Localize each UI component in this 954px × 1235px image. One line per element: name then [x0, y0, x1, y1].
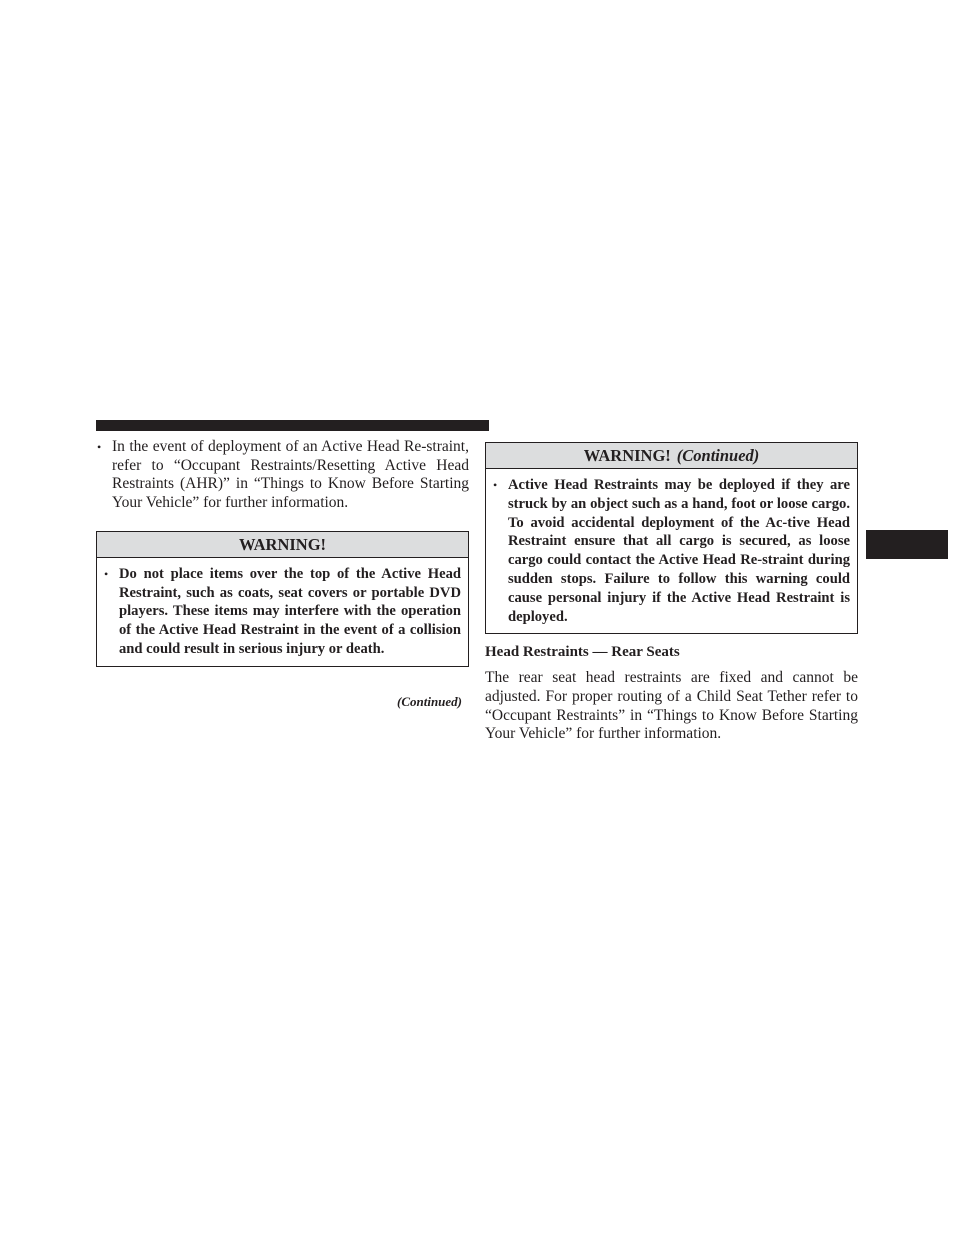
warning-heading-text: WARNING!	[583, 446, 671, 465]
right-column	[485, 442, 858, 744]
left-column	[96, 438, 469, 709]
warning-heading-suffix: (Continued)	[676, 446, 760, 465]
warning-box-continued	[485, 442, 858, 634]
bullet-icon: •	[104, 566, 109, 581]
section-heading: Head Restraints — Rear Seats	[485, 644, 680, 661]
section-paragraph: The rear seat head restraints are fixed and cannot be adjusted. For proper routing of a Child Seat Tether refer to “Occupant Restraints” in “Things to Know Before Starting Your Vehicle” for further information.	[485, 669, 858, 743]
warning-body	[486, 469, 857, 633]
warning-bullet	[492, 476, 850, 626]
warning-bullet	[103, 565, 461, 659]
warning-text: Do not place items over the top of the Active Head Restraint, such as coats, seat covers or portable DVD players. These items may interfere with the operation of the Active Head Restraint in the event of a collision and could result in serious injury or death.	[119, 565, 461, 657]
warning-box	[96, 531, 469, 667]
bullet-icon: •	[97, 440, 102, 454]
warning-body	[97, 558, 468, 666]
bullet-icon: •	[493, 478, 498, 492]
continued-label: (Continued)	[396, 694, 462, 709]
warning-heading	[97, 532, 468, 558]
warning-heading-text: WARNING!	[238, 534, 327, 554]
warning-text: Active Head Restraints may be deployed if they are struck by an object such as a hand, foot or loose cargo. To avoid accidental deployment of the Ac-tive Head Restraint ensure that all cargo is secured, as loose cargo could contact the Active Head Re-straint during sudden stops. Failure to follow this warning could cause personal injury if the Active Head Restraint is deployed.	[508, 477, 850, 625]
bullet-item	[96, 438, 469, 513]
chapter-tab	[866, 530, 948, 559]
warning-heading	[486, 443, 857, 469]
bullet-text: In the event of deployment of an Active Head Re-straint, refer to “Occupant Restraints/Resetting Active Head Restraints (AHR)” in “Things to Know Before Starting Your Vehicle” for further information.	[112, 438, 469, 512]
top-rule	[96, 420, 489, 431]
